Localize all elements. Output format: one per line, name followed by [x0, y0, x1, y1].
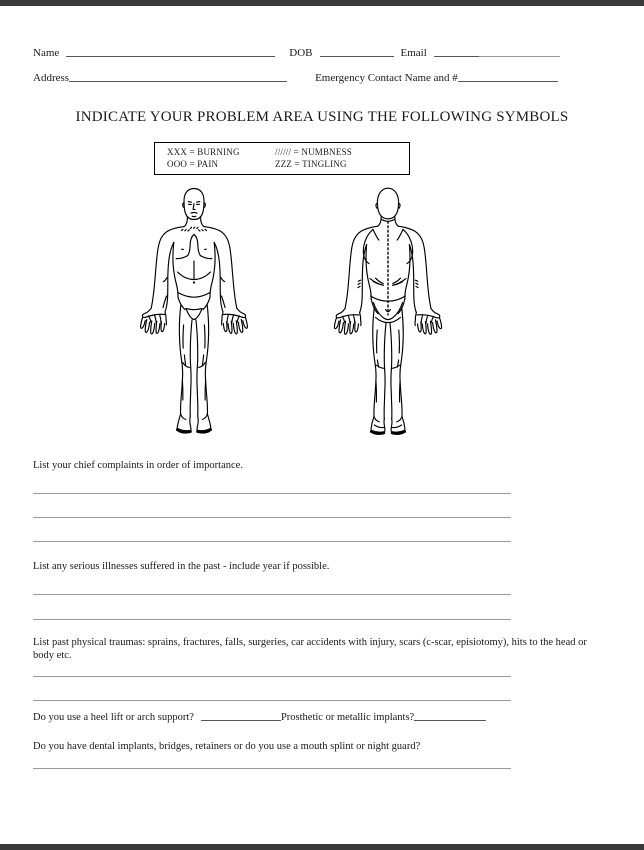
email-input-rule-a[interactable]: [434, 56, 479, 57]
legend-tingling: ZZZ = TINGLING: [275, 158, 347, 169]
question-physical-traumas: List past physical traumas: sprains, fractures, falls, surgeries, car accidents with injury, scars (c-scar, episiotomy), hits to the head or body etc.: [33, 637, 587, 661]
answer-rule-complaints-1[interactable]: [33, 493, 511, 494]
email-input-rule-b[interactable]: [479, 56, 560, 57]
page-bottom-bar: [0, 844, 644, 850]
answer-rule-illnesses-2[interactable]: [33, 619, 511, 620]
identity-row-primary: [33, 47, 611, 59]
answer-rule-traumas-1[interactable]: [33, 676, 511, 677]
question-heel-lift: Do you use a heel lift or arch support?: [33, 712, 194, 723]
legend-row: [167, 159, 409, 171]
heel-lift-input-rule[interactable]: [201, 720, 281, 721]
question-chief-complaints: List your chief complaints in order of importance.: [33, 460, 243, 471]
question-row-supports-implants: [33, 712, 611, 723]
email-label: Email: [400, 47, 427, 59]
emergency-contact-input-rule[interactable]: [458, 81, 558, 82]
address-label: Address: [33, 72, 70, 84]
answer-rule-traumas-2[interactable]: [33, 700, 511, 701]
dob-input-rule[interactable]: [320, 56, 394, 57]
emergency-contact-label: Emergency Contact Name and #: [315, 72, 458, 84]
address-input-rule[interactable]: [69, 81, 287, 82]
question-dental-appliances: Do you have dental implants, bridges, retainers or do you use a mouth splint or night guard?: [33, 741, 421, 752]
legend-burning: XXX = BURNING: [167, 147, 240, 157]
name-label: Name: [33, 47, 60, 59]
form-sheet: [0, 6, 644, 844]
answer-rule-dental-1[interactable]: [33, 768, 511, 769]
page-title: INDICATE YOUR PROBLEM AREA USING THE FOLLOWING SYMBOLS: [75, 109, 569, 125]
legend-numbness: ////// = NUMBNESS: [275, 147, 352, 157]
anterior-body-diagram[interactable]: [124, 184, 264, 452]
body-diagrams: [0, 184, 644, 452]
question-serious-illnesses: List any serious illnesses suffered in the past - include year if possible.: [33, 561, 330, 572]
answer-rule-complaints-3[interactable]: [33, 541, 511, 542]
name-input-rule[interactable]: [66, 56, 275, 57]
symbol-legend-box: [154, 142, 410, 175]
identity-row-secondary: [33, 72, 611, 84]
legend-row: [167, 147, 409, 159]
answer-rule-complaints-2[interactable]: [33, 517, 511, 518]
answer-rule-illnesses-1[interactable]: [33, 594, 511, 595]
prosthetic-input-rule[interactable]: [414, 720, 486, 721]
question-prosthetic: Prosthetic or metallic implants?: [280, 712, 415, 723]
dob-label: DOB: [289, 47, 313, 59]
legend-pain: OOO = PAIN: [167, 158, 219, 169]
posterior-body-diagram[interactable]: [318, 184, 458, 452]
